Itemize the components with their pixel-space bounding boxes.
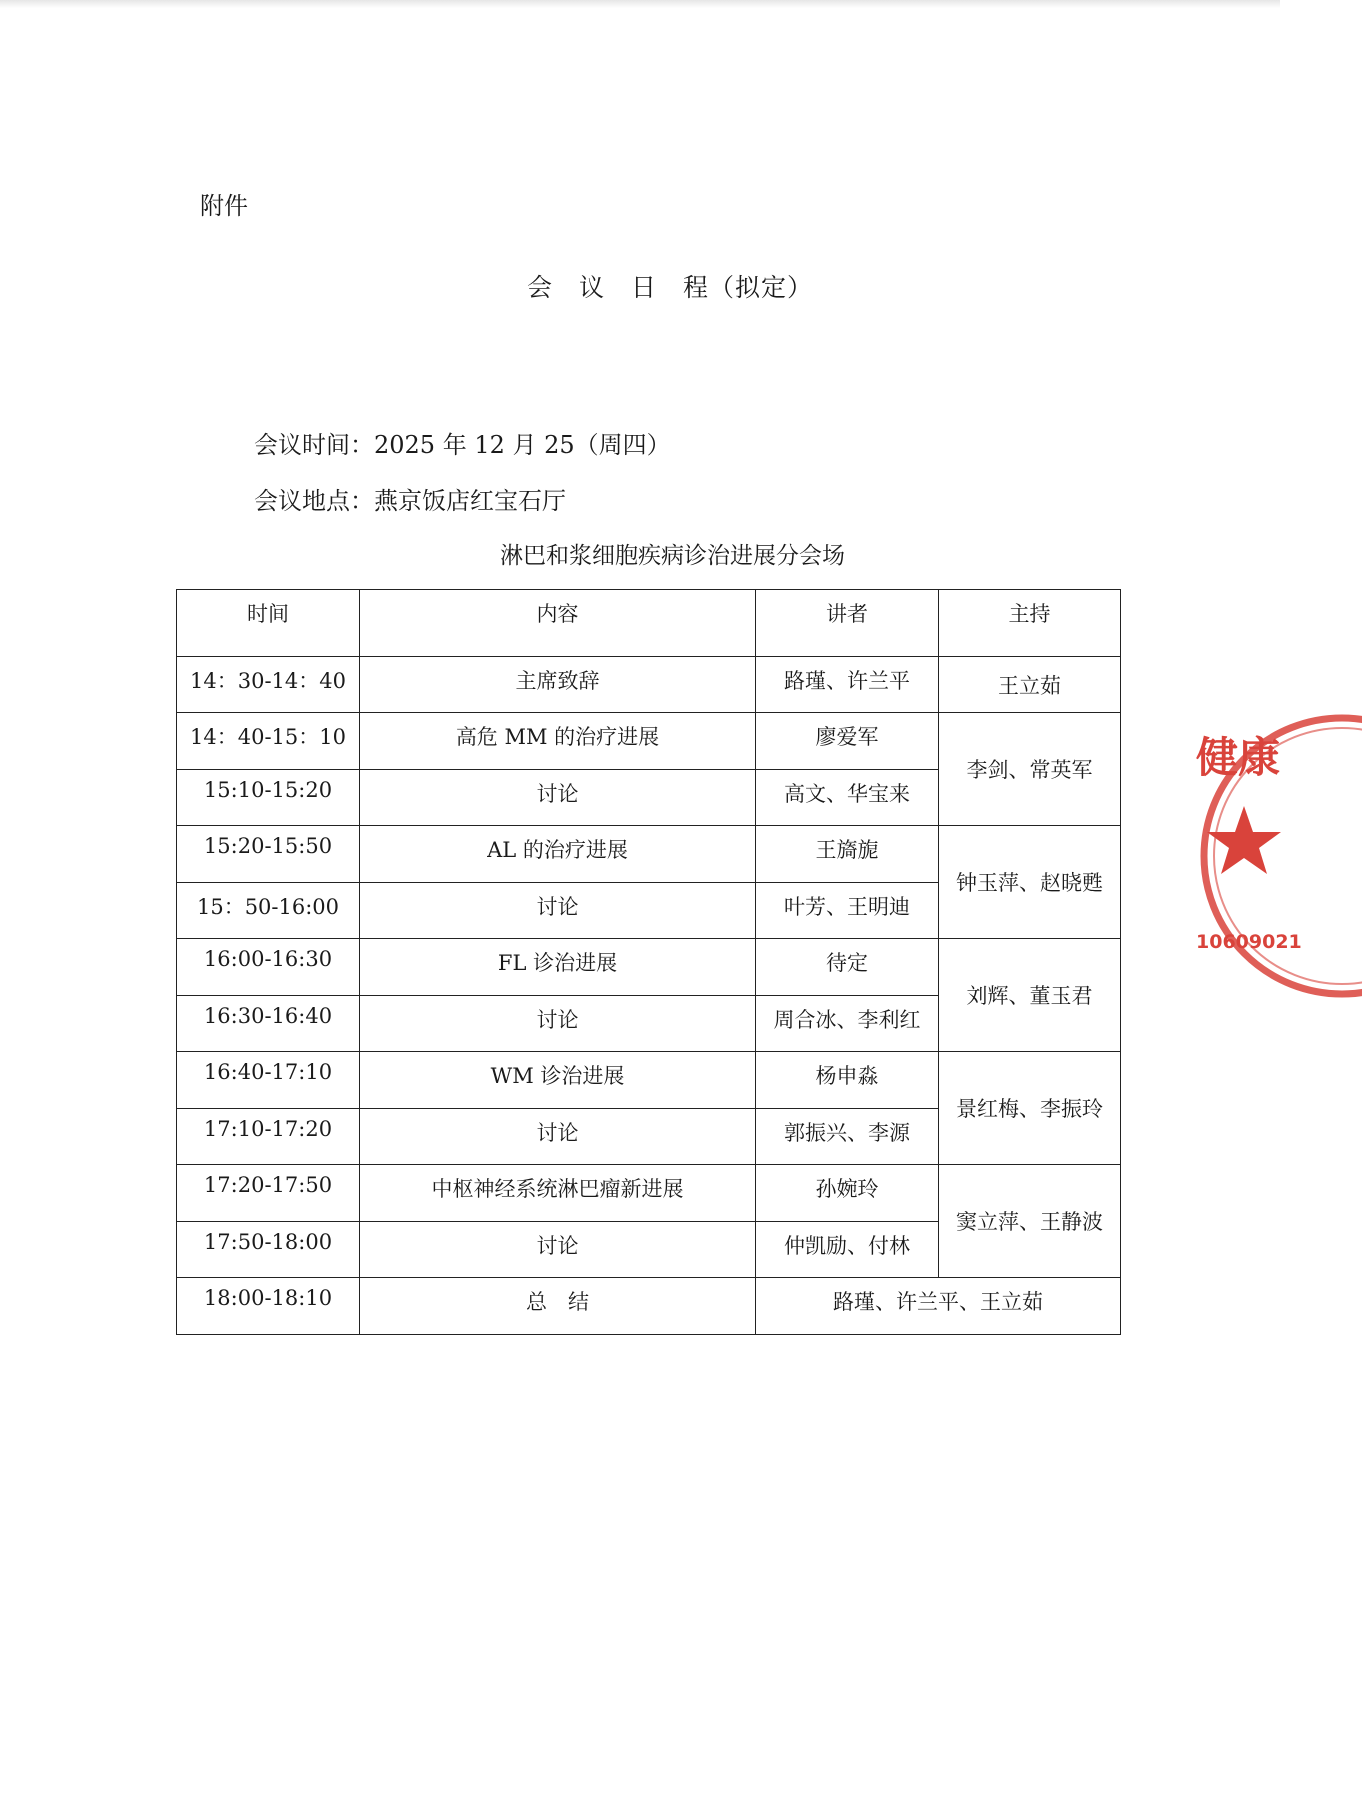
time-cell: 17:50-18:00 xyxy=(177,1221,360,1278)
content-cell: 主席致辞 xyxy=(360,656,756,713)
speaker-host-cell: 路瑾、许兰平、王立茹 xyxy=(756,1278,1121,1335)
header-content: 内容 xyxy=(360,590,756,657)
meeting-time-value: 2025 年 12 月 25（周四） xyxy=(374,431,671,459)
meeting-place-value: 燕京饭店红宝石厅 xyxy=(374,487,566,515)
time-cell: 17:20-17:50 xyxy=(177,1165,360,1222)
time-cell: 14：40-15：10 xyxy=(177,713,360,770)
table-row xyxy=(177,826,1121,883)
header-time: 时间 xyxy=(177,590,360,657)
host-cell: 李剑、常英军 xyxy=(939,713,1121,826)
content-cell: 讨论 xyxy=(360,995,756,1052)
speaker-cell: 郭振兴、李源 xyxy=(756,1108,939,1165)
content-cell: 总 结 xyxy=(360,1278,756,1335)
meeting-place xyxy=(254,481,566,516)
speaker-cell: 路瑾、许兰平 xyxy=(756,656,939,713)
speaker-cell: 廖爱军 xyxy=(756,713,939,770)
speaker-cell: 仲凯励、付林 xyxy=(756,1221,939,1278)
time-cell: 14：30-14：40 xyxy=(177,656,360,713)
time-cell: 16:40-17:10 xyxy=(177,1052,360,1109)
time-cell: 16:30-16:40 xyxy=(177,995,360,1052)
time-cell: 15:10-15:20 xyxy=(177,769,360,826)
official-seal-stamp xyxy=(1192,708,1362,978)
time-cell: 15:20-15:50 xyxy=(177,826,360,883)
content-cell: 讨论 xyxy=(360,769,756,826)
seal-number-text: 10609021 xyxy=(1196,931,1302,953)
content-cell: 中枢神经系统淋巴瘤新进展 xyxy=(360,1165,756,1222)
table-row xyxy=(177,1165,1121,1222)
content-cell: 高危 MM 的治疗进展 xyxy=(360,713,756,770)
host-cell: 刘辉、董玉君 xyxy=(939,939,1121,1052)
table-row xyxy=(177,656,1121,713)
table-row xyxy=(177,1052,1121,1109)
seal-top-text: 健康 xyxy=(1196,733,1281,782)
host-cell: 钟玉萍、赵晓甦 xyxy=(939,826,1121,939)
content-cell: 讨论 xyxy=(360,1221,756,1278)
speaker-cell: 叶芳、王明迪 xyxy=(756,882,939,939)
meeting-place-label: 会议地点： xyxy=(254,487,374,515)
speaker-cell: 高文、华宝来 xyxy=(756,769,939,826)
content-cell: FL 诊治进展 xyxy=(360,939,756,996)
content-cell: 讨论 xyxy=(360,1108,756,1165)
time-cell: 15：50-16:00 xyxy=(177,882,360,939)
header-speaker: 讲者 xyxy=(756,590,939,657)
time-cell: 17:10-17:20 xyxy=(177,1108,360,1165)
scan-edge xyxy=(0,0,1280,8)
meeting-time-label: 会议时间： xyxy=(254,431,374,459)
host-cell: 王立茹 xyxy=(939,656,1121,713)
table-row xyxy=(177,1278,1121,1335)
content-cell: AL 的治疗进展 xyxy=(360,826,756,883)
speaker-cell: 周合冰、李利红 xyxy=(756,995,939,1052)
host-cell: 窦立萍、王静波 xyxy=(939,1165,1121,1278)
table-row xyxy=(177,713,1121,770)
content-cell: 讨论 xyxy=(360,882,756,939)
time-cell: 18:00-18:10 xyxy=(177,1278,360,1335)
attachment-label: 附件 xyxy=(200,192,248,220)
header-host: 主持 xyxy=(939,590,1121,657)
table-row xyxy=(177,939,1121,996)
speaker-cell: 孙婉玲 xyxy=(756,1165,939,1222)
speaker-cell: 杨申淼 xyxy=(756,1052,939,1109)
meeting-time xyxy=(254,425,671,460)
session-title: 淋巴和浆细胞疾病诊治进展分会场 xyxy=(500,543,845,569)
schedule-table xyxy=(176,589,1121,1335)
host-cell: 景红梅、李振玲 xyxy=(939,1052,1121,1165)
speaker-cell: 王旖旎 xyxy=(756,826,939,883)
star-icon xyxy=(1207,806,1281,874)
table-header-row xyxy=(177,590,1121,657)
time-cell: 16:00-16:30 xyxy=(177,939,360,996)
speaker-cell: 待定 xyxy=(756,939,939,996)
content-cell: WM 诊治进展 xyxy=(360,1052,756,1109)
page-title: 会 议 日 程（拟定） xyxy=(526,273,813,302)
